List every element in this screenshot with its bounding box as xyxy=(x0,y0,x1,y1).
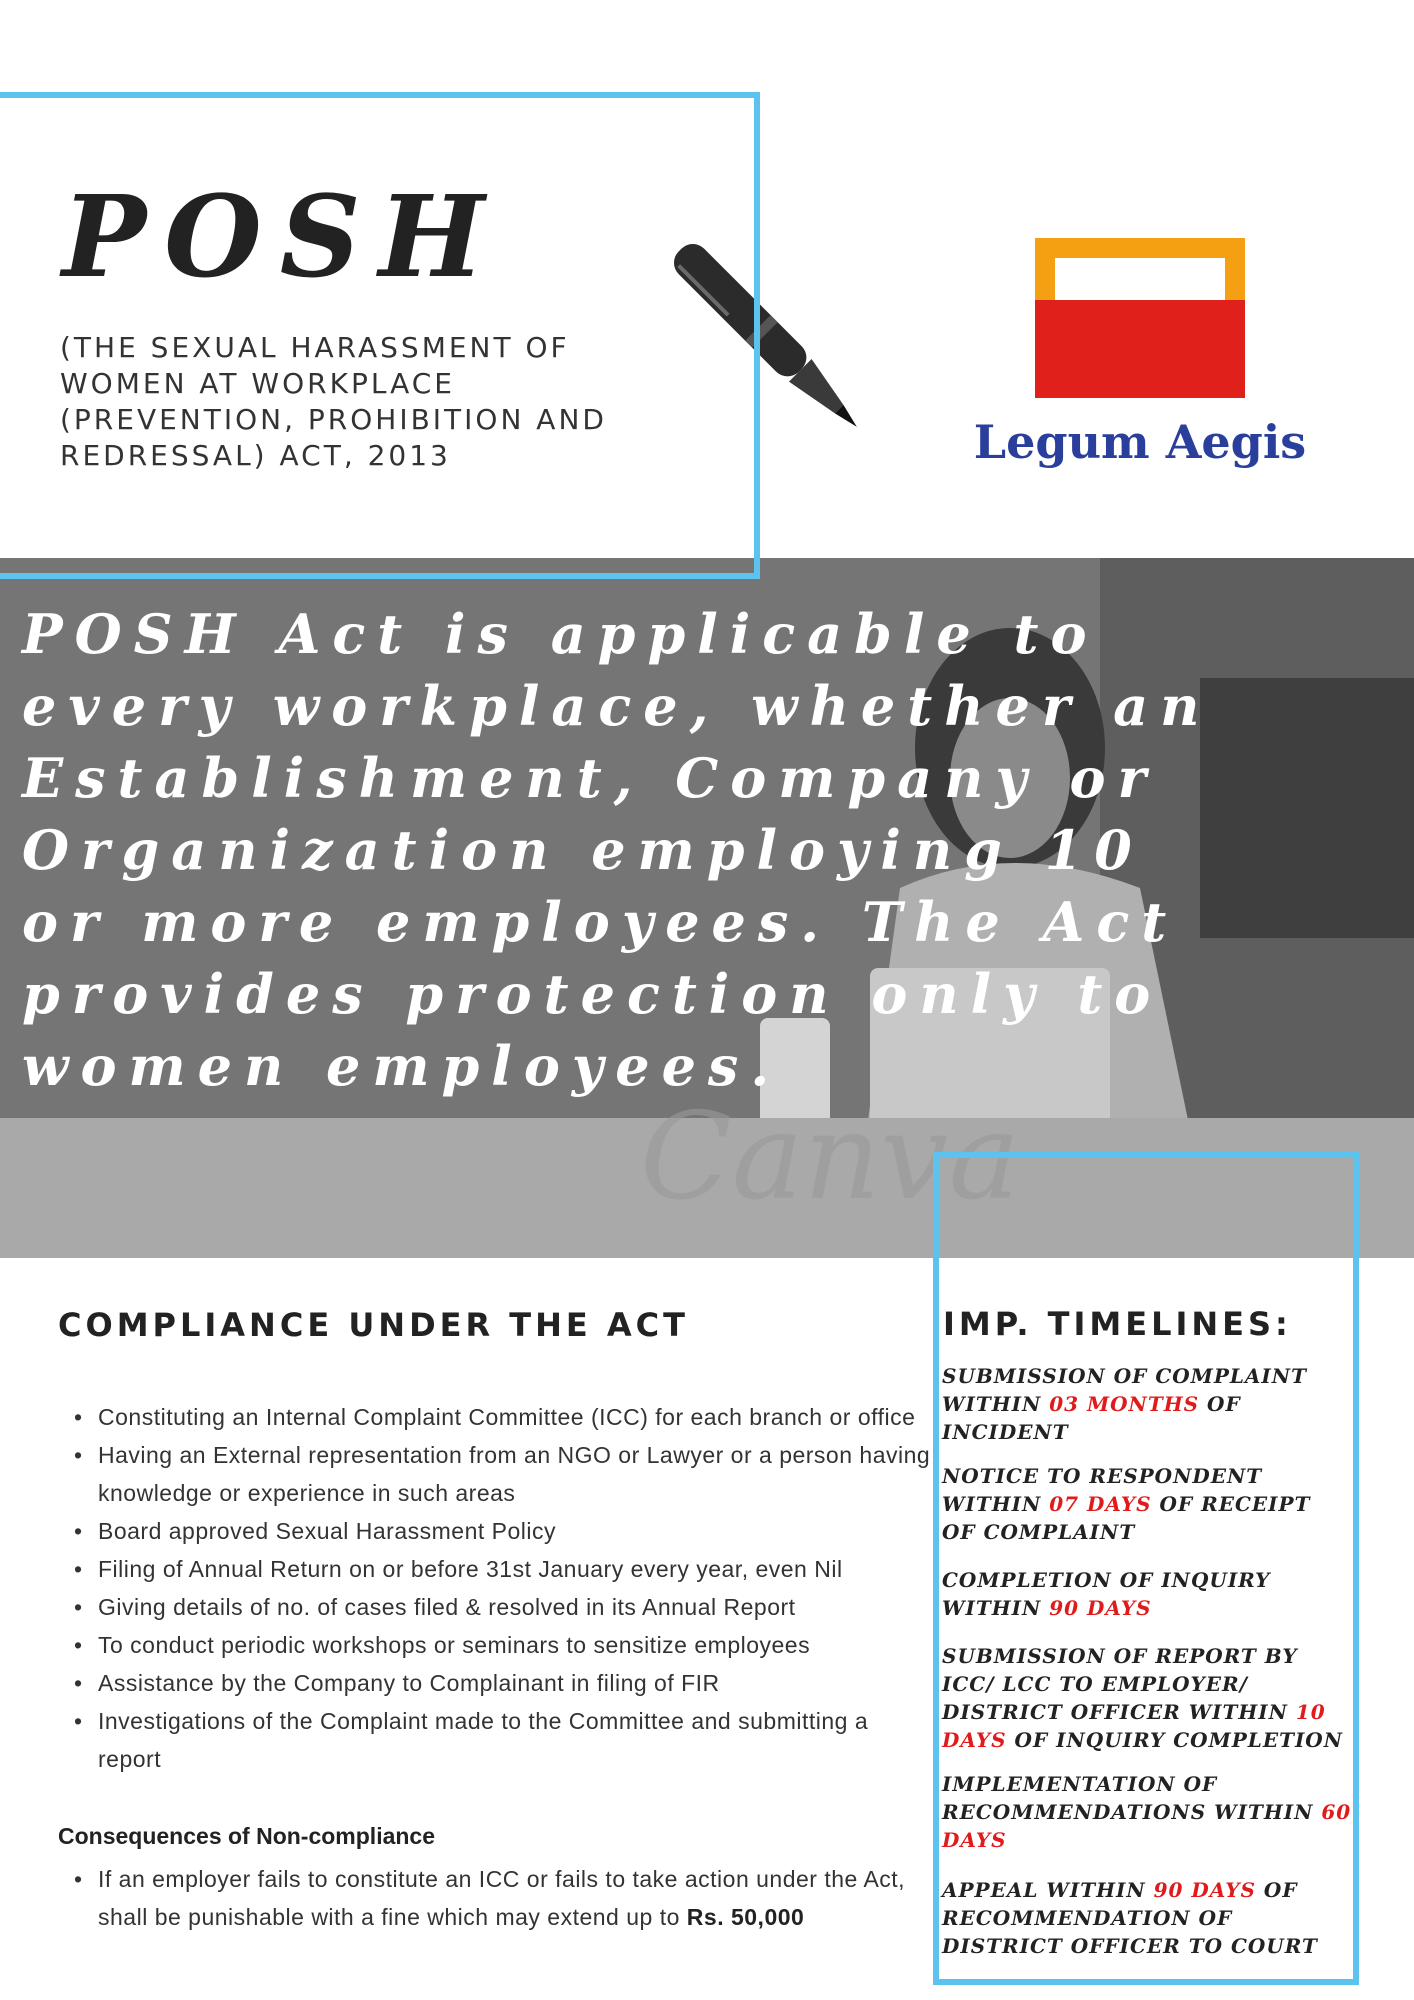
list-item: • To conduct periodic workshops or seminars to sensitize employees xyxy=(58,1626,938,1664)
list-item: • Having an External representation from an NGO or Lawyer or a person having knowledge or experience in such areas xyxy=(58,1436,938,1512)
list-item: • Investigations of the Complaint made to the Committee and submitting a report xyxy=(58,1702,938,1778)
compliance-list xyxy=(58,1398,938,1778)
page-title: POSH xyxy=(62,172,503,303)
consequences-heading: Consequences of Non-compliance xyxy=(58,1823,436,1849)
list-item: • Assistance by the Company to Complainant in filing of FIR xyxy=(58,1664,938,1702)
timeline-item: COMPLETION OF INQUIRY WITHIN 90 DAYS xyxy=(942,1568,1271,1620)
hero-watermark: Canva xyxy=(640,1088,1020,1227)
timeline-item: NOTICE TO RESPONDENT WITHIN 07 DAYS OF RECEIPT OF COMPLAINT xyxy=(942,1464,1311,1544)
list-item: • Board approved Sexual Harassment Policy xyxy=(58,1512,938,1550)
list-item: • Giving details of no. of cases filed & resolved in its Annual Report xyxy=(58,1588,938,1626)
list-item xyxy=(58,1860,918,1936)
hero-statement: POSH Act is applicable to every workplace, whether an Establishment, Company or Organization employing 10 or more employees. The Act provides protection only to women employees. xyxy=(22,602,1212,1098)
timeline-item: SUBMISSION OF COMPLAINT WITHIN 03 MONTHS OF INCIDENT xyxy=(942,1364,1307,1444)
list-item: • Filing of Annual Return on or before 31st January every year, even Nil xyxy=(58,1550,938,1588)
fine-amount: Rs. 50,000 xyxy=(686,1904,805,1930)
logo-initials: LA xyxy=(1055,282,1225,410)
list-item: • Constituting an Internal Complaint Committee (ICC) for each branch or office xyxy=(58,1398,938,1436)
timelines-heading: IMP. TIMELINES: xyxy=(943,1305,1292,1343)
logo-mark xyxy=(905,200,1375,410)
timeline-item: SUBMISSION OF REPORT BY ICC/ LCC TO EMPLOYER/ DISTRICT OFFICER WITHIN 10 DAYS OF INQUIRY COMPLETION xyxy=(942,1644,1344,1752)
logo-name: Legum Aegis xyxy=(973,415,1307,469)
timeline-item: IMPLEMENTATION OF RECOMMENDATIONS WITHIN 60 DAYS xyxy=(942,1772,1352,1852)
consequence-text: If an employer fails to constitute an ICC or fails to take action under the Act, shall be punishable with a fine which may extend up to xyxy=(98,1866,906,1930)
consequences-list xyxy=(58,1860,918,1936)
compliance-heading: COMPLIANCE UNDER THE ACT xyxy=(58,1306,689,1344)
page-subtitle: (THE SEXUAL HARASSMENT OF WOMEN AT WORKPLACE (PREVENTION, PROHIBITION AND REDRESSAL) ACT, 2013 xyxy=(60,331,607,472)
title-frame xyxy=(0,92,760,579)
timeline-item: APPEAL WITHIN 90 DAYS OF RECOMMENDATION OF DISTRICT OFFICER TO COURT xyxy=(942,1878,1318,1958)
company-logo xyxy=(905,200,1375,490)
